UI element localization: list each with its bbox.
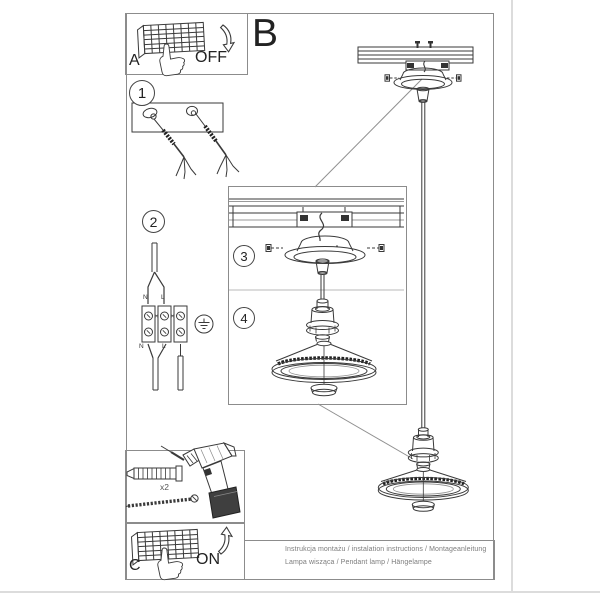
step2-wiring-art — [142, 243, 213, 390]
ground-symbol-icon — [195, 315, 213, 333]
step-b-label: B — [252, 12, 279, 55]
step-c-label: C — [129, 557, 141, 574]
power-on-label: ON — [196, 551, 220, 568]
off-arrow-icon — [221, 25, 234, 52]
lamp-socket — [408, 428, 438, 468]
cord-grip — [417, 87, 429, 102]
cord-grip — [316, 259, 329, 299]
wire-live-label-bottom: L — [162, 343, 166, 350]
footer-title-line: Instrukcja montażu / instalation instructions / Montageanleitung — [285, 546, 487, 553]
lamp-shade — [378, 468, 468, 502]
pendant-lamp-art — [358, 41, 473, 511]
canopy-screw-icon — [266, 245, 384, 252]
drill-panel-art — [126, 443, 240, 518]
callout-leader-top — [315, 79, 422, 187]
terminal-block — [142, 306, 187, 342]
step1-mounting-plate-art — [132, 103, 239, 179]
footer-product-line: Lampa wisząca / Pendant lamp / Hängelampe — [285, 559, 432, 566]
mounting-bracket — [297, 212, 352, 241]
on-arrow-icon — [219, 527, 232, 554]
wire-neutral-label-top: N — [143, 294, 148, 301]
diffuser — [412, 501, 434, 511]
ceiling-rail — [358, 41, 473, 63]
wire-neutral-label-bottom: N — [139, 343, 144, 350]
step-a-label: A — [129, 52, 140, 69]
detail-box-art — [229, 199, 404, 396]
hand-icon — [158, 548, 183, 580]
lamp-socket — [307, 299, 339, 342]
drill-icon — [161, 443, 240, 518]
circled-step-1: 1 — [129, 80, 155, 106]
wall-anchor-icon — [127, 466, 182, 481]
diffuser — [311, 384, 337, 395]
anchor-count-label: x2 — [160, 482, 169, 492]
pendant-cord — [422, 102, 425, 428]
screw-anchor-icon — [196, 114, 239, 177]
screw-anchor-icon — [154, 119, 196, 179]
canopy — [394, 68, 452, 90]
screw-icon — [126, 495, 198, 507]
wire-live-label-top: L — [161, 294, 165, 301]
circled-step-2: 2 — [142, 210, 165, 233]
lamp-shade — [272, 341, 376, 384]
callout-leader-bottom — [318, 404, 413, 459]
hand-icon — [160, 44, 185, 76]
power-off-label: OFF — [195, 49, 227, 66]
circled-step-3: 3 — [233, 245, 255, 267]
mounting-bracket — [406, 61, 449, 72]
circled-step-4: 4 — [233, 307, 255, 329]
